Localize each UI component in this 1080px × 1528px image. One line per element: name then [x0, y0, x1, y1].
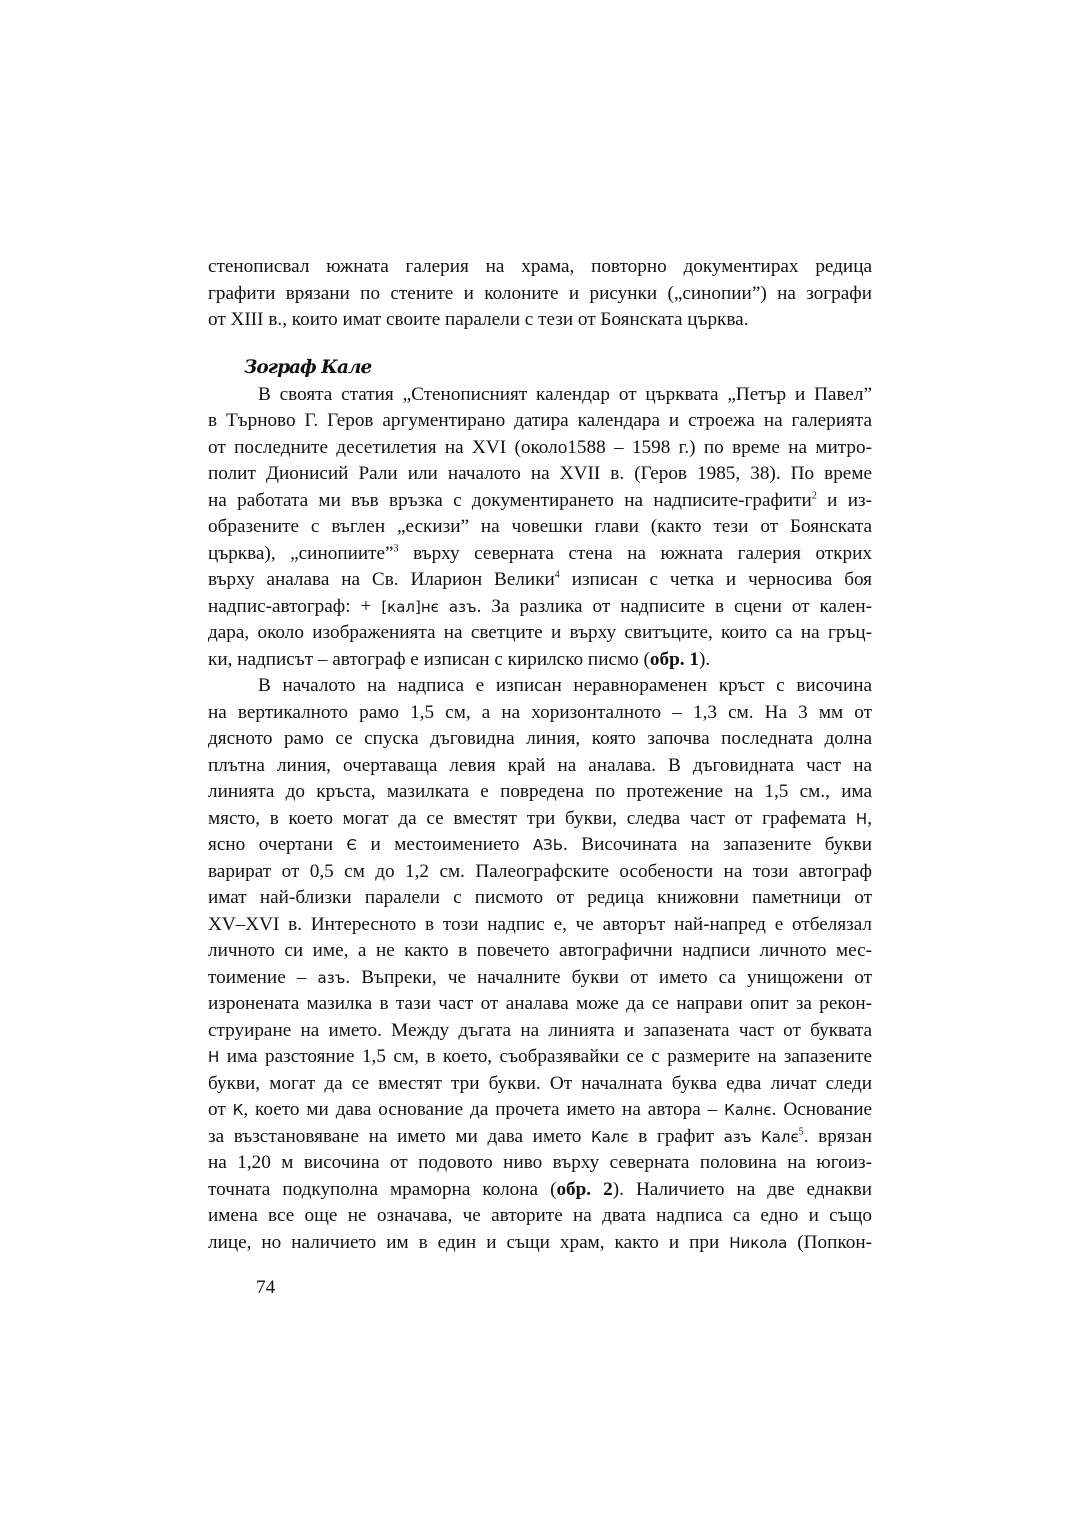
text-line: на вертикалното рамо 1,5 см, а на хоризонталното – 1,3 см. На 3 мм от [208, 701, 872, 723]
text-line [208, 1097, 872, 1124]
text-segment: място, в което могат да се вместят три букви, следва част от графемата [208, 807, 856, 829]
text-segment: на работата ми във връзка с документирането на надписите-графити [208, 489, 812, 511]
old-slavonic-text: К [232, 1101, 244, 1119]
text-segment: ки, надписът – автограф е изписан с кирилско писмо ( [208, 648, 650, 670]
figure-reference: обр. 2 [556, 1178, 613, 1200]
text-line: линията до кръста, мазилката е повредена по протежение на 1,5 см., има [208, 781, 872, 802]
text-segment: върху северната стена на южната галерия открих [398, 542, 872, 564]
page-number: 74 [256, 1277, 276, 1298]
text-segment: точната подкуполна мраморна колона ( [208, 1178, 557, 1200]
text-segment: . врязан [803, 1125, 872, 1147]
old-slavonic-text: Никола [729, 1233, 788, 1252]
intro-paragraph [208, 254, 872, 334]
text-line: струиране на името. Между дъгата на линията и запазената част от буквата [208, 1019, 872, 1041]
text-segment: (Попкон- [787, 1231, 872, 1253]
text-segment: църква), „синопиите” [208, 542, 394, 564]
figure-reference: обр. 1 [649, 648, 699, 670]
text-line: изронената мазилка в тази част от аналава може да се направи опит за рекон- [208, 993, 872, 1014]
text-line: плътна линия, очертаваща левия край на аналава. В дъговидната част на [208, 754, 872, 776]
text-segment: върху аналава на Св. Иларион Велики [208, 569, 555, 590]
footnote-marker: 2 [811, 490, 817, 502]
text-line [208, 832, 872, 859]
old-slavonic-text: азъ Калє [723, 1127, 799, 1146]
text-segment: от [208, 1099, 233, 1120]
text-line [208, 1044, 872, 1071]
text-segment: в графит [628, 1125, 724, 1147]
text-line: В началото на надписа е изписан неравнораменен кръст с височина [258, 675, 872, 696]
text-line: варират от 0,5 см до 1,2 см. Палеографските особености на този автограф [208, 860, 872, 882]
text-segment: . Основание [771, 1099, 872, 1120]
text-line: дясното рамо се спуска дъговидна линия, която започва последната долна [208, 728, 872, 749]
text-segment: и из- [816, 489, 872, 511]
text-line: личното си име, а не както в повечето автографични надписи личното мес- [208, 940, 872, 961]
text-segment: . Въпреки, че началните букви от името са унищожени от [345, 966, 872, 988]
text-line: на 1,20 м височина от подовото ниво върху северната половина на югоиз- [208, 1152, 872, 1173]
text-segment: лице, но наличието им в един и същи храм, както и при [208, 1231, 730, 1253]
text-line [208, 1177, 872, 1204]
old-slavonic-text: азъ [317, 968, 346, 987]
text-line: дара, около изображенията на светците и върху свитъците, които са на гръц- [208, 622, 872, 643]
text-segment: . За разлика от надписите в сцени от кален- [476, 595, 872, 617]
footnote-marker: 3 [393, 543, 399, 555]
old-slavonic-text: Калє [590, 1127, 629, 1146]
paragraph-1 [208, 382, 872, 674]
text-line [208, 647, 872, 674]
old-slavonic-text: Калнє [724, 1101, 772, 1119]
text-segment: тоимение – [208, 966, 318, 988]
section-heading: Зограф Кале [244, 356, 372, 378]
old-slavonic-text: Н [855, 809, 868, 828]
text-line: графити врязани по стените и колоните и рисунки („синопии”) на зографи [208, 282, 872, 304]
text-segment: и местоимението [356, 834, 533, 855]
text-segment: има разстояние 1,5 см, в което, съобразявайки се с размерите на запазените [219, 1046, 872, 1067]
text-line [208, 541, 872, 568]
text-line: от последните десетилетия на XVI (около1588 – 1598 г.) по време на митро- [208, 436, 872, 458]
text-segment: , което ми дава основание да прочета името на автора – [243, 1099, 725, 1120]
text-segment: ясно очертани [208, 834, 347, 855]
footnote-marker: 5 [798, 1126, 804, 1138]
text-line [208, 567, 872, 594]
text-line: имена все още не означава, че авторите на двата надписа са едно и също [208, 1205, 872, 1226]
text-line: стенописвал южната галерия на храма, повторно документирах редица [208, 256, 872, 277]
text-line: В своята статия „Стенописният календар от църквата „Петър и Павел” [258, 383, 872, 405]
old-slavonic-text: Є [346, 836, 357, 854]
text-segment: ). Наличието на две еднакви [612, 1178, 873, 1200]
paragraph-2 [208, 673, 872, 1256]
text-segment: надпис-автограф: + [208, 595, 382, 617]
text-line [208, 806, 872, 833]
text-line: от XIII в., които имат своите паралели с тези от Боянската църква. [208, 309, 749, 330]
text-line [208, 1124, 872, 1151]
old-slavonic-text: АЗЬ [532, 836, 563, 854]
text-line [208, 594, 872, 621]
page-body [208, 254, 872, 1256]
text-line [208, 488, 872, 515]
text-line: имат най-близки паралели с писмото от редица книжовни паметници от [208, 887, 872, 908]
old-slavonic-text: [кал]нє азъ [381, 597, 477, 616]
text-segment: . Височината на запазените букви [562, 834, 873, 855]
text-line: образените с въглен „ескизи” на човешки глави (както тези от Боянската [208, 516, 872, 537]
footnote-marker: 4 [554, 569, 560, 581]
text-line: XV–XVI в. Интересното в този надпис е, че авторът най-напред е отбелязал [208, 913, 872, 935]
text-line [208, 965, 872, 992]
text-line: в Търново Г. Геров аргументирано датира календара и строежа на галерията [208, 410, 872, 431]
text-line [208, 1230, 872, 1257]
text-segment: , [867, 807, 872, 829]
text-segment: изписан с четка и черносива боя [559, 569, 873, 590]
text-line: букви, могат да се вместят три букви. От началната буква едва личат следи [208, 1072, 872, 1094]
text-segment: за възстановяване на името ми дава името [208, 1125, 591, 1147]
text-line: полит Дионисий Рали или началото на XVII в. (Геров 1985, 38). По време [208, 463, 872, 484]
old-slavonic-text: Н [208, 1048, 220, 1066]
text-segment: ). [698, 648, 711, 670]
